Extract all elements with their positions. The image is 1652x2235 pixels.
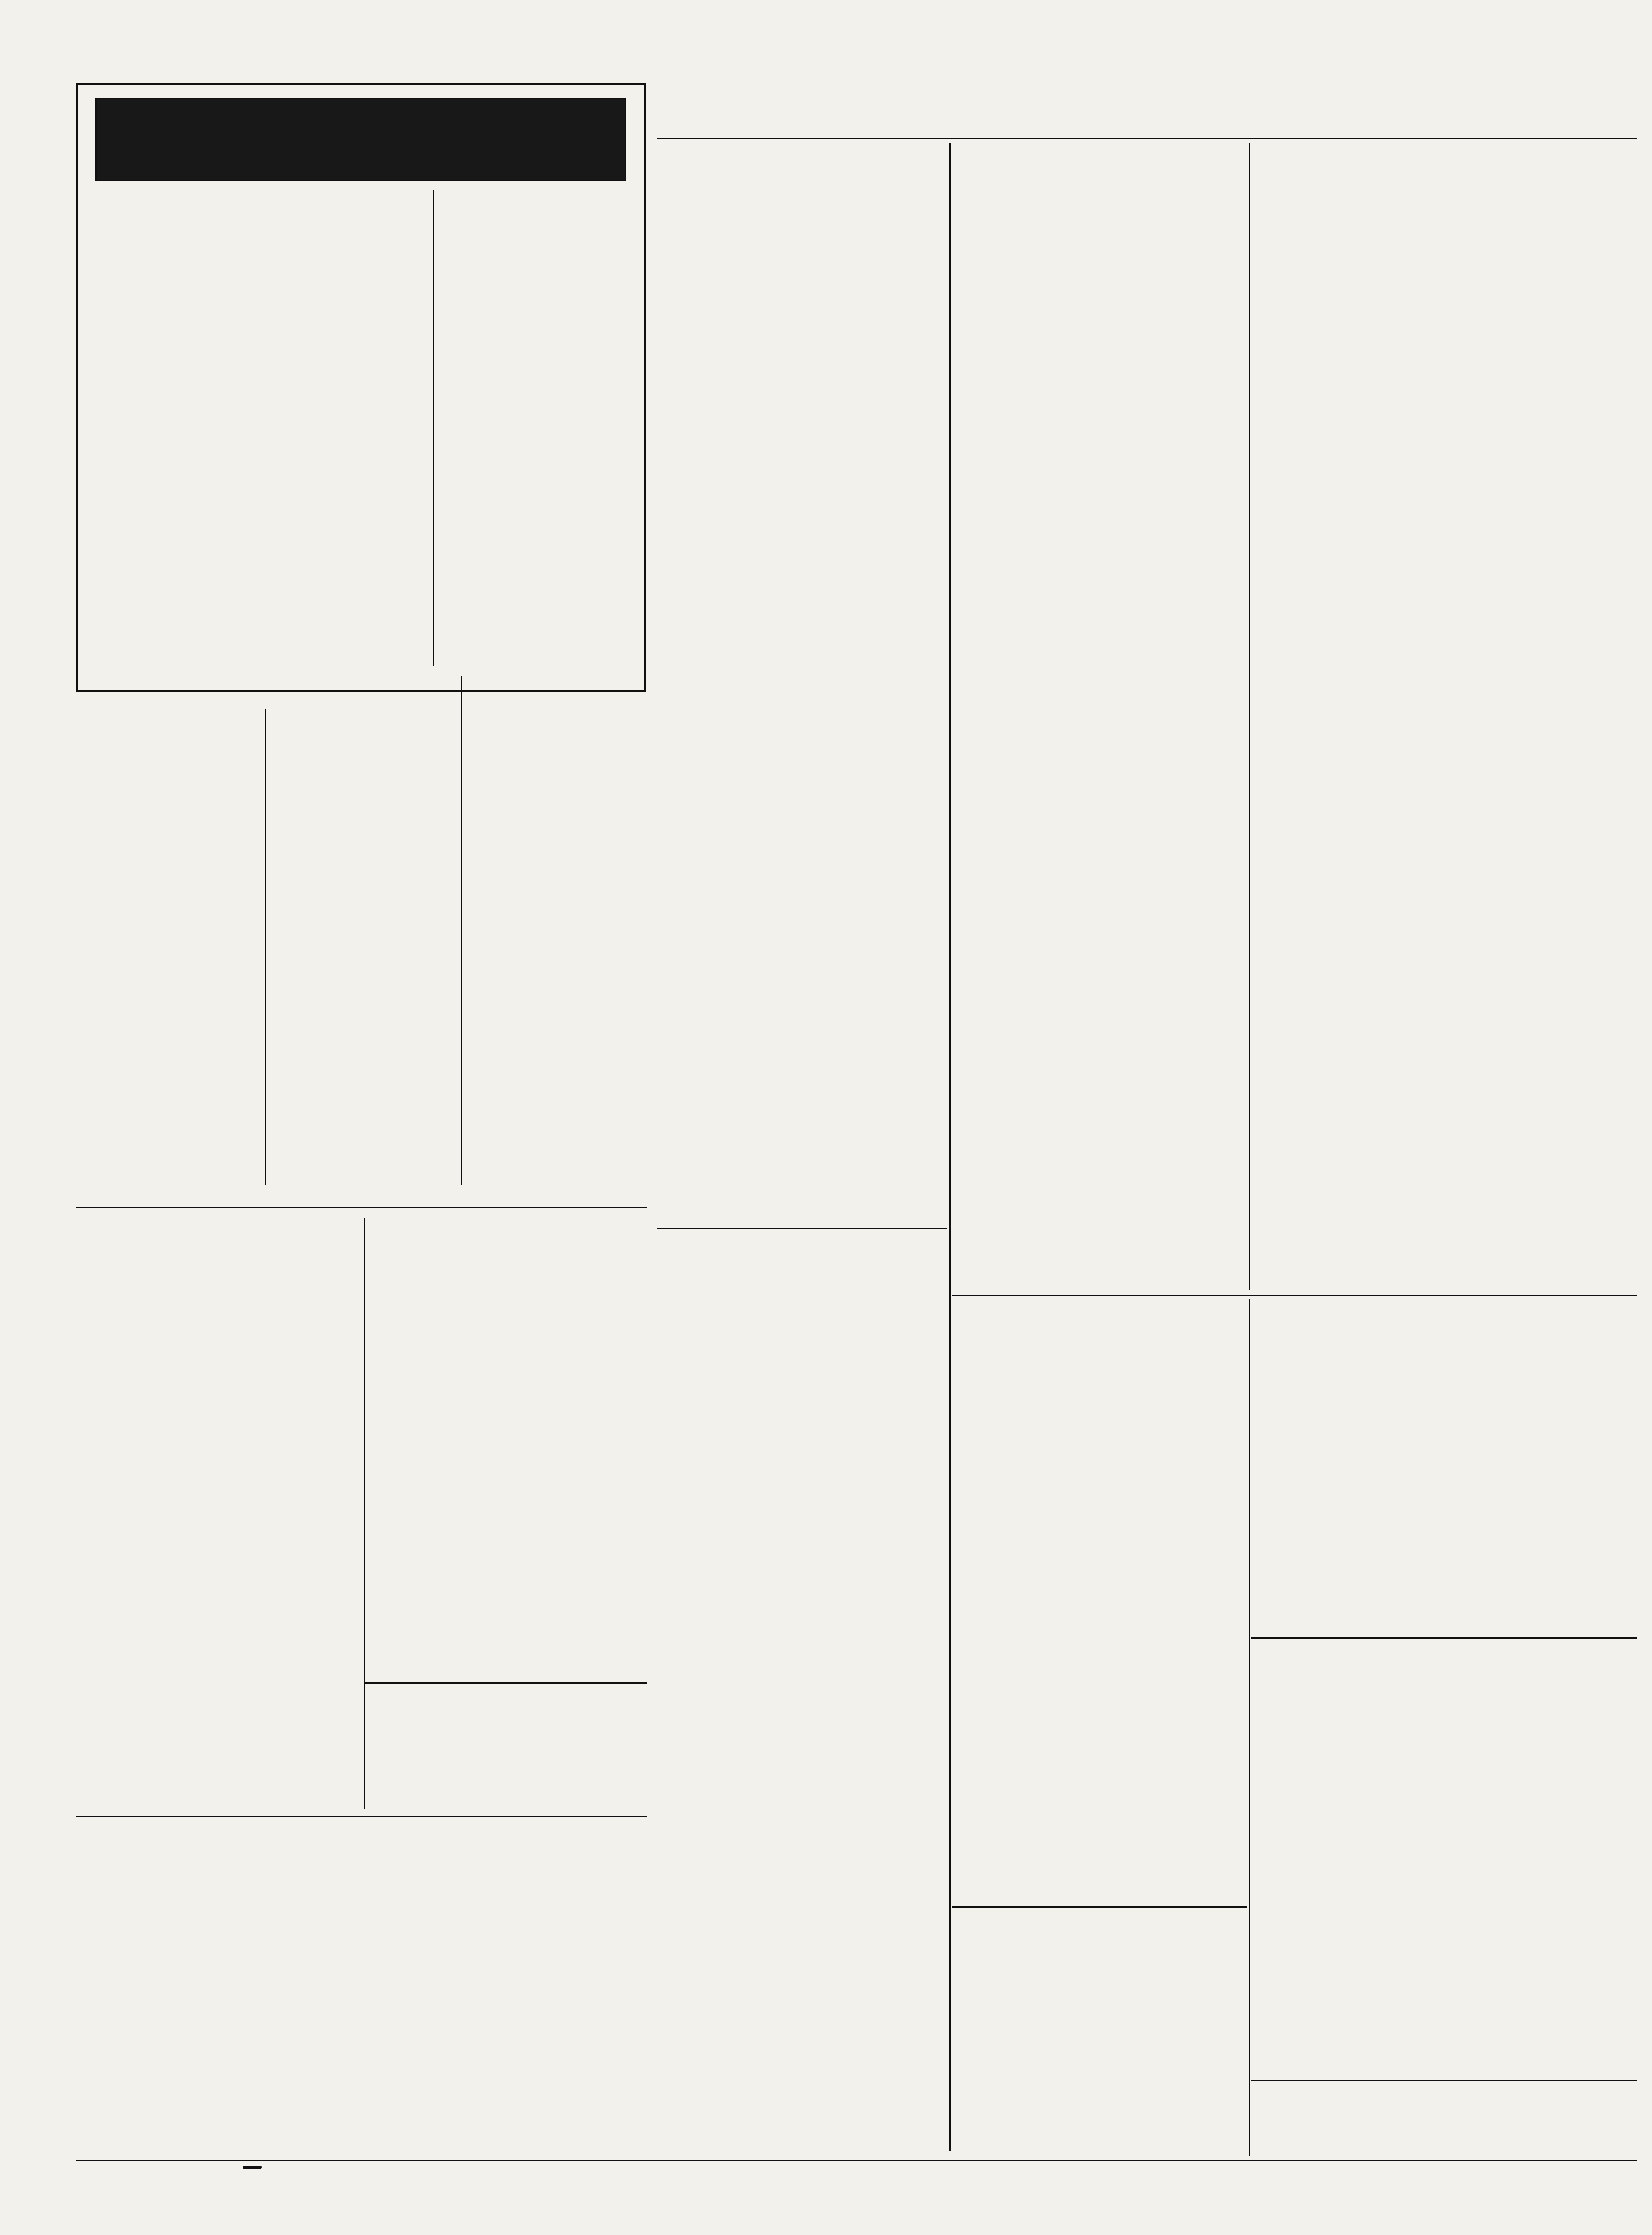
- masthead-logo: [243, 2166, 262, 2169]
- liga-text: [956, 2032, 1242, 2166]
- venda-rule: [1251, 2080, 1637, 2081]
- article-col1-bottom: [661, 1237, 942, 2146]
- center-col-rule-2: [1249, 143, 1250, 1290]
- ricardo-rule: [364, 1218, 365, 1809]
- plenario-rule: [461, 676, 462, 1185]
- center-col-rule-1: [949, 143, 951, 2151]
- azulejaria-text: [1256, 1433, 1632, 1632]
- plenario-text: [469, 723, 640, 1180]
- ricardo-text: [369, 1333, 645, 1675]
- policlinica-address: [485, 1820, 647, 1859]
- boleia-text: [442, 252, 633, 657]
- de-ontem-banner: [95, 98, 626, 181]
- palacio-text: [76, 759, 257, 1187]
- liga-rule: [952, 1906, 1247, 1908]
- continuation-note: [661, 143, 942, 162]
- justica-rule: [265, 709, 266, 1185]
- venda-notice: [1256, 2085, 1632, 2156]
- boleia-rule: [433, 190, 434, 666]
- honradez-text: [1256, 1787, 1632, 2073]
- honradez-rule: [1251, 1637, 1637, 1639]
- dinheiro-text: [95, 238, 423, 676]
- article-col2: [956, 140, 1242, 1302]
- policlinica-rule: [76, 1816, 647, 1817]
- article-col1: [661, 428, 942, 1218]
- footer-rule: [76, 2160, 1637, 2161]
- main-title: [657, 62, 1637, 140]
- article-signature: [1256, 1264, 1632, 1285]
- title-rule: [657, 138, 1637, 139]
- vicente-text: [369, 1723, 645, 1809]
- center-left-rule: [657, 1228, 947, 1229]
- left-mid-rule: [76, 1207, 647, 1208]
- vicente-rule: [364, 1682, 647, 1684]
- justica-text: [281, 738, 452, 1180]
- feira-text: [956, 1423, 1242, 1901]
- article-col3: [1256, 140, 1632, 1259]
- center-bottom-rule: [952, 1295, 1637, 1296]
- sociedade-text: [76, 1328, 362, 1899]
- article-lead: [661, 169, 942, 407]
- right-col-rule: [1249, 1299, 1250, 2156]
